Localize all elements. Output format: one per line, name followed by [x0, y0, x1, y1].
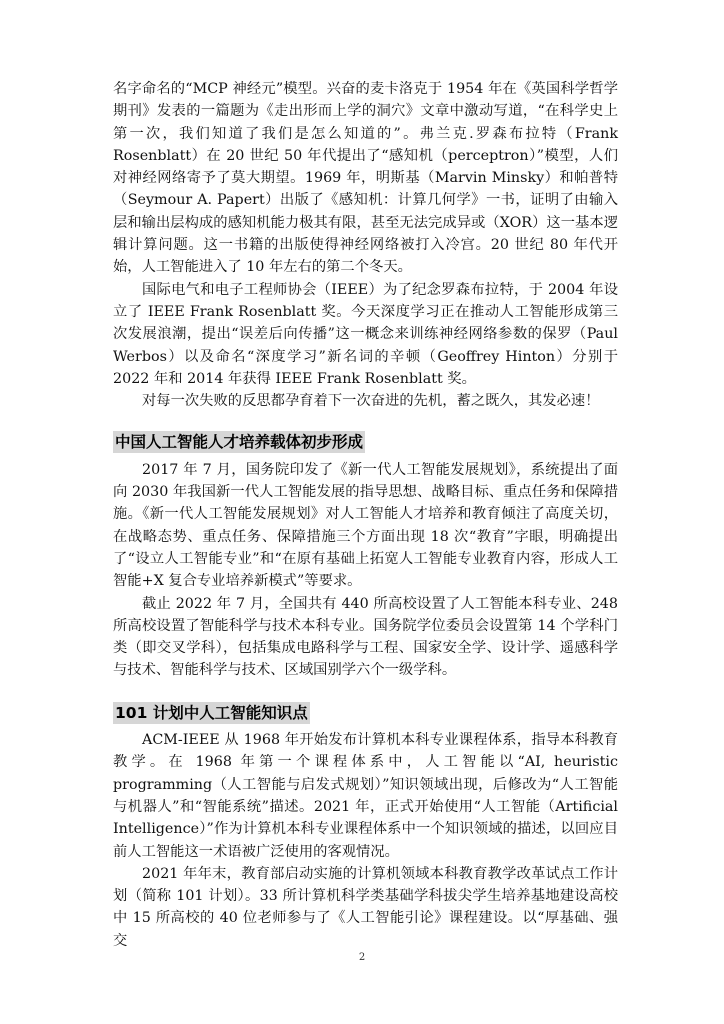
section-heading-101-plan: 101 计划中人工智能知识点 [115, 703, 308, 722]
section2-paragraph-101-plan: 2021 年年末，教育部启动实施的计算机领域本科教育教学改革试点工作计划（简称 101 计划）。33 所计算机科学类基础学科拔尖学生培养基地建设高校中 15 所高校的 40 位老师参与了《人工智能引论》课程建设。以“厚基础、强交 [113, 865, 618, 949]
section-heading-talent-cultivation: 中国人工智能人才培养载体初步形成 [115, 433, 364, 452]
page-number: 2 [358, 952, 366, 963]
intro-paragraph-closing: 对每一次失败的反思都孕育着下一次奋进的先机，蓄之既久，其发必速！ [142, 393, 600, 410]
intro-paragraph-continued: 名字命名的“MCP 神经元”模型。兴奋的麦卡洛克于 1954 年在《英国科学哲学期刊》发表的一篇题为《走出形而上学的洞穴》文章中激动写道，“在科学史上第一次，我们知道了我们是怎么知道的”。弗兰克.罗森布拉特（Frank Rosenblatt）在 20 世纪 50 年代提出了“感知机（perceptron）”模型，人们对神经网络寄予了莫大期望。1969 年，明斯基（Marvin Minsky）和帕普特（Seymour A. Papert）出版了《感知机：计算几何学》一书，证明了由输入层和输出层构成的感知机能力极其有限，甚至无法完成异或（XOR）这一基本逻辑计算问题。这一书籍的出版使得神经网络被打入冷宫。20 世纪 80 年代开始，人工智能进入了 10 年左右的第二个冬天。 [113, 81, 618, 276]
section-heading-talent-cultivation-wrapper [113, 431, 618, 454]
section1-paragraph-statistics: 截止 2022 年 7 月，全国共有 440 所高校设置了人工智能本科专业、248 所高校设置了智能科学与技术本科专业。国务院学位委员会设置第 14 个学科门类（即交叉学科），包括集成电路科学与工程、国家安全学、设计学、遥感科学与技术、智能科学与技术、区域国别学六个一级学科。 [113, 595, 618, 679]
intro-paragraph-ieee-award: 国际电气和电子工程师协会（IEEE）为了纪念罗森布拉特，于 2004 年设立了 IEEE Frank Rosenblatt 奖。今天深度学习正在推动人工智能形成第三次发展浪潮，提出“误差后向传播”这一概念来训练神经网络参数的保罗（Paul Werbos）以及命名“深度学习”新名词的辛顿（Geoffrey Hinton）分别于 2022 年和 2014 年获得 IEEE Frank Rosenblatt 奖。 [113, 281, 618, 387]
section2-paragraph-acm-ieee: ACM-IEEE 从 1968 年开始发布计算机本科专业课程体系，指导本科教育教学。在 1968 年第一个课程体系中，人工智能以“AI, heuristic programming（人工智能与启发式规划）”知识领域出现，后修改为“人工智能与机器人”和“智能系统”描述。2021 年，正式开始使用“人工智能（Artificial Intelligence）”作为计算机本科专业课程体系中一个知识领域的描述，以回应目前人工智能这一术语被广泛使用的客观情况。 [113, 732, 618, 860]
section-heading-101-plan-wrapper [113, 702, 618, 725]
section1-paragraph-plan: 2017 年 7 月，国务院印发了《新一代人工智能发展规划》，系统提出了面向 2030 年我国新一代人工智能发展的指导思想、战略目标、重点任务和保障措施。《新一代人工智能发展规划》对人工智能人才培养和教育倾注了高度关切，在战略态势、重点任务、保障措施三个方面出现 18 次“教育”字眼，明确提出了“设立人工智能专业”和“在原有基础上拓宽人工智能专业教育内容，形成人工智能+X 复合专业培养新模式”等要求。 [113, 461, 618, 590]
page-content [113, 78, 618, 952]
